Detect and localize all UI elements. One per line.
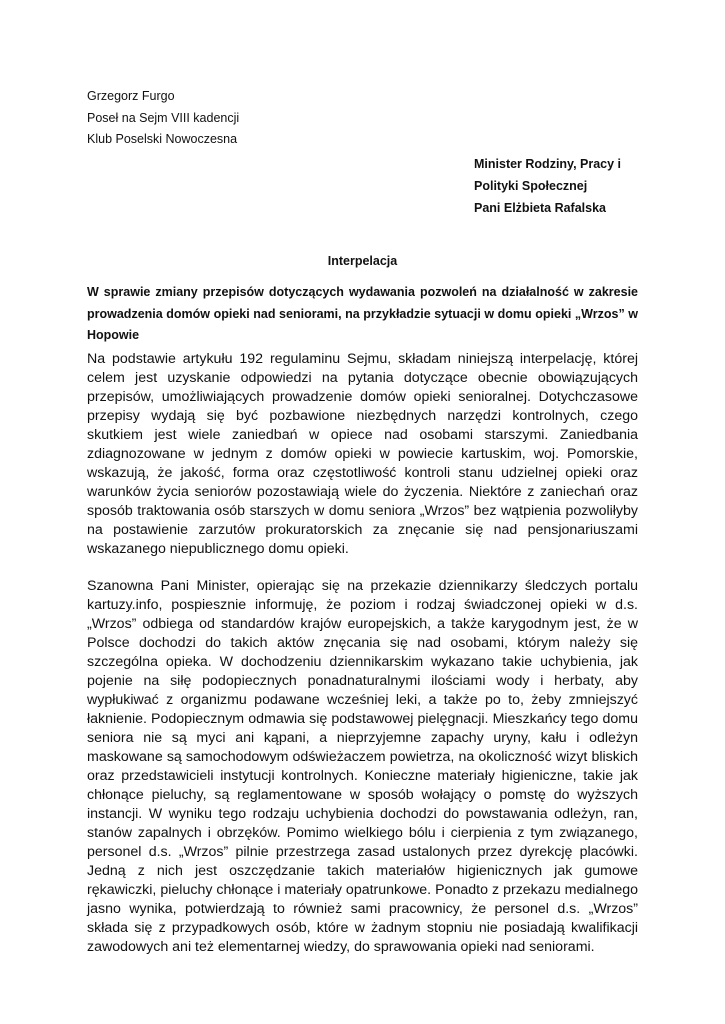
sender-block bbox=[87, 86, 239, 151]
recipient-block bbox=[474, 153, 621, 219]
body-paragraph-2: Szanowna Pani Minister, opierając się na przekazie dziennikarzy śledczych portalu kartuzy.info, pospiesznie informuję, że poziom i rodzaj świadczonej opieki w d.s. „Wrzos” odbiega od standardów krajów europejskich, a także karygodnym jest, że w Polsce dochodzi do takich aktów znęcania się nad osobami, którym należy się szczególna opieka. W dochodzeniu dziennikarskim wykazano takie uchybienia, jak pojenie na siłę podopiecznych ponadnaturalnymi ilościami wody i herbaty, aby wypłukiwać z organizmu podawane wcześniej leki, a także po to, żeby zmniejszyć łaknienie. Podopiecznym odmawia się podstawowej pielęgnacji. Mieszkańcy tego domu seniora nie są myci ani kąpani, a nieprzyjemne zapachy uryny, kału i odleżyn maskowane są samochodowym odświeżaczem powietrza, na okoliczność wizyt bliskich oraz przedstawicieli instytucji kontrolnych. Konieczne materiały higieniczne, takie jak chłonące pieluchy, są reglamentowane w sposób wołający o pomstę do wyższych instancji. W wyniku tego rodzaju uchybienia dochodzi do powstawania odleżyn, ran, stanów zapalnych i obrzęków. Pomimo wielkiego bólu i cierpienia z tym związanego, personel d.s. „Wrzos” pilnie przestrzega zasad ustalonych przez dyrekcję placówki. Jedną z nich jest oszczędzanie takich materiałów higienicznych jak gumowe rękawiczki, pieluchy chłonące i materiały opatrunkowe. Ponadto z przekazu medialnego jasno wynika, potwierdzają to również sami pracownicy, że personel d.s. „Wrzos” składa się z przypadkowych osób, które w żadnym stopniu nie posiadają kwalifikacji zawodowych ani też elementarnej wiedzy, do sprawowania opieki nad seniorami. bbox=[87, 578, 638, 955]
document-heading: Interpelacja bbox=[327, 254, 398, 268]
recipient-line-2: Polityki Społecznej bbox=[474, 179, 588, 193]
recipient-line-1: Minister Rodziny, Pracy i bbox=[474, 157, 622, 171]
body-paragraph-1: Na podstawie artykułu 192 regulaminu Sejmu, składam niniejszą interpelację, której celem jest uzyskanie odpowiedzi na pytania dotyczące obecnie obowiązujących przepisów, umożliwiających prowadzenie domów opieki senioralnej. Dotychczasowe przepisy wydają się być pozbawione niezbędnych narzędzi kontrolnych, czego skutkiem jest wiele zaniedbań w opiece nad osobami starszymi. Zaniedbania zdiagnozowane w jednym z domów opieki w powiecie kartuskim, woj. Pomorskie, wskazują, że jakość, forma oraz częstotliwość kontroli stanu udzielnej opieki oraz warunków życia seniorów pozostawiają wiele do życzenia. Niektóre z zaniechań oraz sposób traktowania osób starszych w domu seniora „Wrzos” bez wątpienia pozwoliłyby na postawienie zarzutów prokuratorskich za znęcanie się nad pensjonariuszami wskazanego niepublicznego domu opieki. bbox=[87, 351, 638, 557]
document-body bbox=[87, 350, 638, 975]
sender-position: Poseł na Sejm VIII kadencji bbox=[87, 110, 240, 125]
document-subject: W sprawie zmiany przepisów dotyczących wydawania pozwoleń na działalność w zakresie prowadzenia domów opieki nad seniorami, na przykładzie sytuacji w domu opieki „Wrzos” w Hopowie bbox=[87, 285, 638, 342]
sender-name: Grzegorz Furgo bbox=[87, 89, 175, 103]
sender-club: Klub Poselski Nowoczesna bbox=[87, 132, 238, 146]
recipient-line-3: Pani Elżbieta Rafalska bbox=[474, 201, 607, 215]
